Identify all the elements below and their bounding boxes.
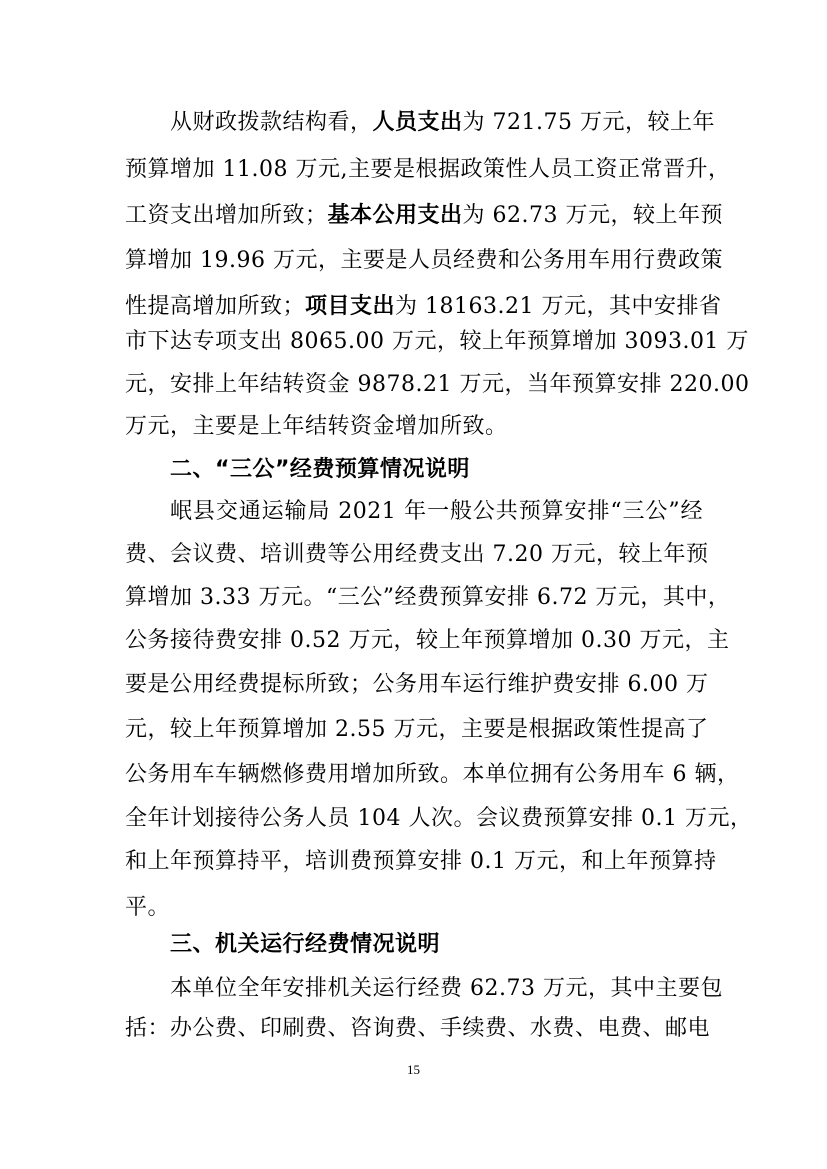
paragraph-line: 要是公用经费提标所致；公务用车运行维护费安排 6.00 万 (125, 672, 709, 697)
paragraph-line: 工资支出增加所致；基本公用支出为 62.73 万元，较上年预 (125, 203, 723, 228)
paragraph-line: 平。 (125, 895, 171, 920)
bold-term: 人员支出 (372, 110, 463, 135)
paragraph-line: 本单位全年安排机关运行经费 62.73 万元，其中主要包 (170, 976, 723, 1001)
paragraph-line: 预算增加 11.08 万元,主要是根据政策性人员工资正常晋升， (125, 157, 731, 182)
bold-term: 项目支出 (305, 294, 396, 319)
paragraph-line: 算增加 3.33 万元。“三公”经费预算安排 6.72 万元，其中， (125, 585, 731, 610)
paragraph-line: 从财政拨款结构看，人员支出为 721.75 万元，较上年 (170, 110, 715, 135)
paragraph-line: 市下达专项支出 8065.00 万元，较上年预算增加 3093.01 万 (125, 329, 749, 354)
paragraph-line: 公务接待费安排 0.52 万元，较上年预算增加 0.30 万元，主 (125, 628, 730, 653)
paragraph-line: 性提高增加所致；项目支出为 18163.21 万元，其中安排省 (125, 294, 722, 319)
paragraph-line: 元，较上年预算增加 2.55 万元，主要是根据政策性提高了 (125, 717, 709, 742)
paragraph-line: 元，安排上年结转资金 9878.21 万元，当年预算安排 220.00 (125, 372, 750, 397)
page-number: 15 (407, 1062, 420, 1077)
bold-term: 基本公用支出 (327, 203, 463, 228)
paragraph-line: 和上年预算持平，培训费预算安排 0.1 万元，和上年预算持 (125, 849, 717, 874)
section-heading: 三、机关运行经费情况说明 (170, 932, 441, 957)
paragraph-line: 括：办公费、印刷费、咨询费、手续费、水费、电费、邮电 (125, 1016, 711, 1041)
paragraph-line: 万元，主要是上年结转资金增加所致。 (125, 414, 508, 439)
paragraph-line: 全年计划接待公务人员 104 人次。会议费预算安排 0.1 万元， (125, 806, 753, 831)
paragraph-line: 费、会议费、培训费等公用经费支出 7.20 万元，较上年预 (125, 542, 709, 567)
paragraph-line: 算增加 19.96 万元，主要是人员经费和公务用车用行费政策 (125, 248, 723, 273)
paragraph-line: 岷县交通运输局 2021 年一般公共预算安排“三公”经 (170, 499, 703, 524)
paragraph-line: 公务用车车辆燃修费用增加所致。本单位拥有公务用车 6 辆， (125, 762, 740, 787)
section-heading: 二、“三公”经费预算情况说明 (170, 457, 470, 482)
